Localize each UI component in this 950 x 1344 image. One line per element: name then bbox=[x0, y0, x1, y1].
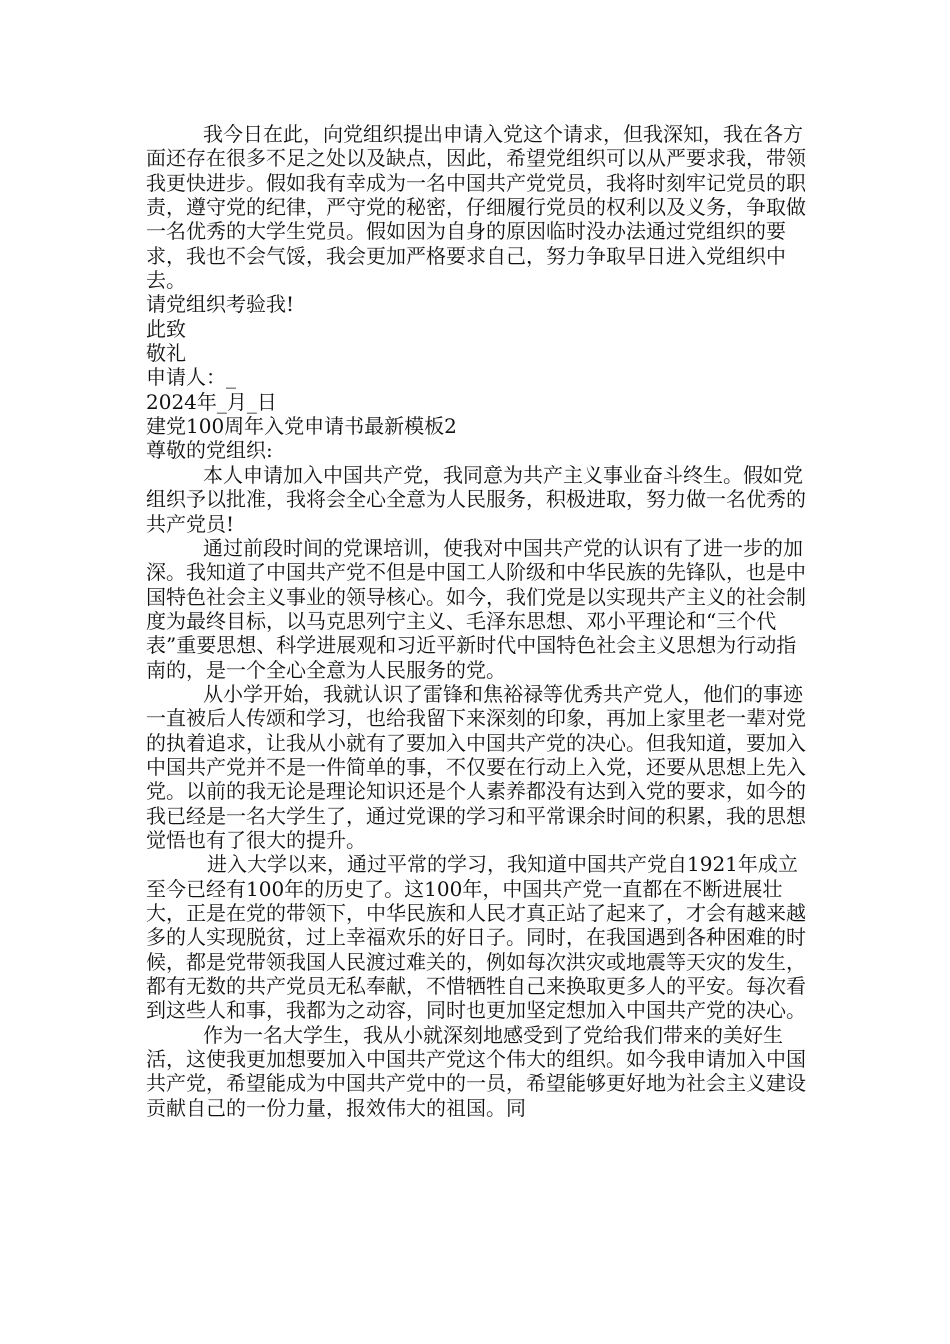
paragraph-student: 作为一名大学生，我从小就深刻地感受到了党给我们带来的美好生活，这使我更加想要加入中国共产党这个伟大的组织。如今我申请加入中国共产党，希望能成为中国共产党中的一员，希望能够更好地为社会主义建设贡献自己的一份力量，报效伟大的祖国。同 bbox=[146, 1022, 806, 1120]
document-body bbox=[146, 122, 806, 1120]
paragraph-request-intro: 我今日在此，向党组织提出申请入党这个请求，但我深知，我在各方面还存在很多不足之处以及缺点，因此，希望党组织可以从严要求我，带领我更快进步。假如我有幸成为一名中国共产党党员，我将时刻牢记党员的职责，遵守党的纪律，严守党的秘密，仔细履行党员的权利以及义务，争取做一名优秀的大学生党员。假如因为自身的原因临时没办法通过党组织的要求，我也不会气馁，我会更加严格要求自己，努力争取早日进入党组织中去。 bbox=[146, 122, 806, 293]
paragraph-childhood: 从小学开始，我就认识了雷锋和焦裕禄等优秀共产党人，他们的事迹一直被后人传颂和学习，也给我留下来深刻的印象，再加上家里老一辈对党的执着追求，让我从小就有了要加入中国共产党的决心。但我知道，要加入中国共产党并不是一件简单的事，不仅要在行动上入党，还要从思想上先入党。以前的我无论是理论知识还是个人素养都没有达到入党的要求，如今的我已经是一名大学生了，通过党课的学习和平常课余时间的积累，我的思想觉悟也有了很大的提升。 bbox=[146, 681, 806, 852]
line-applicant: 申请人：_ bbox=[146, 365, 236, 390]
paragraph-history: 进入大学以来，通过平常的学习，我知道中国共产党自1921年成立至今已经有100年的历史了。这100年，中国共产党一直都在不断进展壮大，正是在党的带领下，中华民族和人民才真正站了起来了，才会有越来越多的人实现脱贫，过上幸福欢乐的好日子。同时，在我国遇到各种困难的时候，都是党带领我国人民渡过难关的，例如每次洪灾或地震等天灾的发生，都有无数的共产党员无私奉献，不惜牺牲自己来换取更多人的平安。每次看到这些人和事，我都为之动容，同时也更加坚定想加入中国共产党的决心。 bbox=[146, 852, 806, 1023]
paragraph-application: 本人申请加入中国共产党，我同意为共产主义事业奋斗终生。假如党组织予以批准，我将会全心全意为人民服务，积极进取，努力做一名优秀的共产党员! bbox=[146, 462, 806, 536]
greeting: 尊敬的党组织: bbox=[146, 438, 273, 463]
section-title: 建党100周年入党申请书最新模板2 bbox=[146, 414, 457, 439]
line-salutation-jingli: 敬礼 bbox=[146, 341, 186, 366]
paragraph-party-course: 通过前段时间的党课培训，使我对中国共产党的认识有了进一步的加深。我知道了中国共产党不但是中国工人阶级和中华民族的先锋队，也是中国特色社会主义事业的领导核心。如今，我们党是以实现共产主义的社会制度为最终目标，以马克思列宁主义、毛泽东思想、邓小平理论和“三个代表”重要思想、科学进展观和习近平新时代中国特色社会主义思想为行动指南的，是一个全心全意为人民服务的党。 bbox=[146, 535, 806, 682]
line-salutation-cizhi: 此致 bbox=[146, 316, 186, 341]
line-date: 2024年_月_日 bbox=[146, 389, 277, 414]
line-please-examine: 请党组织考验我! bbox=[146, 292, 295, 317]
